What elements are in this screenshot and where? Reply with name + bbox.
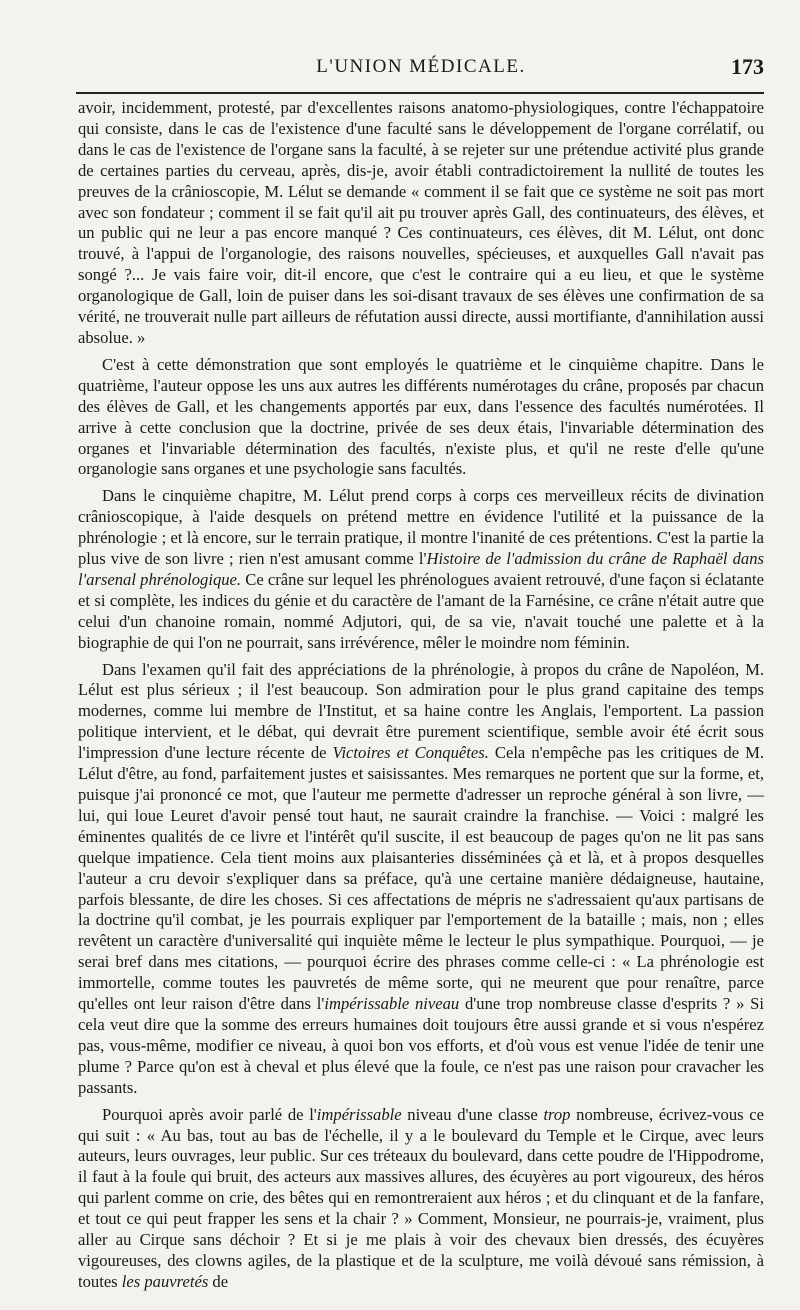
paragraph-text: niveau d'une classe <box>401 1104 544 1124</box>
page-header <box>78 54 764 84</box>
paragraph-text: Dans l'examen qu'il fait des appréciations de la phrénologie, à propos du crâne de Napoléon, M. Lélut est plus sérieux ; il l'est beaucoup. Son admiration pour le plus grand capitaine des temps modernes, comme lui membre de l'Institut, et sa haine contre les Anglais, l'emportent. La passion politique intervient, et le débat, qui devrait être purement scientifique, semble avoir été écrit sous l'impression d'une lecture récente de <box>78 659 764 763</box>
italic-title: Victoires et Conquêtes. <box>332 743 489 763</box>
paragraph-text: de <box>208 1271 229 1291</box>
paragraph-text: Dans le cinquième chapitre, M. Lélut prend corps à corps ces merveilleux récits de divination crânioscopique, à l'aide desquels on prétend mettre en évidence l'utilité et la puissance de la phrénologie ; et là encore, sur le terrain pratique, il montre l'inanité de ces prétentions. C'est la partie la plus vive de son livre ; rien n'est amusant comme l' <box>78 486 764 569</box>
paragraph-text: C'est à cette démonstration que sont employés le quatrième et le cinquième chapitre. Dans le quatrième, l'auteur oppose les uns aux autres les différents numérotages du crâne, proposés par chacun des élèves de Gall, et les changements apportés par eux, dans l'essence des facultés numérotées. Il arrive à cette conclusion que la doctrine, privée de ses deux étais, l'invariable détermination des organes et l'invariable détermination des facultés, n'existe plus, et qu'il ne reste d'elle qu'une organologie sans organes et une psychologie sans facultés. <box>78 354 764 479</box>
paragraph-5 <box>78 1105 764 1293</box>
paragraph-text: Cela n'empêche pas les critiques de M. Lélut d'être, au fond, parfaitement justes et saisissantes. Mes remarques ne portent que sur la forme, et, puisque j'ai prononcé ce mot, que l'auteur me permette d'adresser un reproche général à son livre, — lui, qui loue Leuret d'avoir pensé tout haut, ne saurait craindre la franchise. — Voici : malgré les éminentes qualités de ce livre et l'intérêt qu'il suscite, il est beaucoup de pages qu'on ne lit pas sans quelque impatience. Cela tient moins aux plaisanteries disséminées çà et là, et à propos desquelles l'auteur a cru devoir s'expliquer dans sa préface, qu'à une certaine manière dédaigneuse, hautaine, parfois blessante, de dire les choses. Si ces affectations de mépris ne s'adressaient qu'aux partisans de la doctrine qu'il combat, je les pourrais expliquer par l'emportement de la bataille ; mais, non ; elles revêtent un caractère d'universalité qui inquiète même le lecteur le plus sympathique. Pourquoi, — je serai bref dans mes citations, — pourquoi écrire des phrases comme celle-ci : « La phrénologie est immortelle, comme toutes les pauvretés de même sorte, qui ne meurent que pour renaître, parce qu'elles ont leur raison d'être dans l' <box>78 743 765 1014</box>
paragraph-text: Ce crâne sur lequel les phrénologues avaient retrouvé, d'une façon si éclatante et si complète, les indices du génie et du caractère de l'amant de la Farnésine, ce crâne n'était autre que celui d'un chanoine romain, nommé Adjutori, qui, de sa vie, n'avait touché une palette et à la biographie de qui l'on ne pourrait, sans irrévérence, mêler le moindre nom féminin. <box>78 569 764 652</box>
paragraph-text: Pourquoi après avoir parlé de l' <box>102 1104 317 1124</box>
paragraph-4 <box>78 660 764 1099</box>
paragraph-text: nombreuse, écrivez-vous ce qui suit : « Au bas, tout au bas de l'échelle, il y a le boulevard du Temple et le Cirque, avec leurs auteurs, leurs ouvrages, leur public. Sur ces tréteaux du boulevard, dans cette poudre de l'Hippodrome, il faut à la foule qui bruit, des acteurs aux massives allures, des écuyères au port vigoureux, des héros qui parlent comme on crie, des bêtes qui en remontreraient aux héros ; et du clinquant et de la fanfare, et tout ce qui peut frapper les sens et la chair ? » Comment, Monsieur, ne pourrais-je, vraiment, plus aller au Cirque sans déchoir ? Et si je me plais à voir des chevaux bien dressés, des écuyères vigoureuses, des clowns agiles, de la plastique et de la sculpture, me voilà dévoué sans rémission, à toutes <box>78 1104 764 1291</box>
header-rule <box>76 92 764 94</box>
paragraph-3 <box>78 486 764 653</box>
page-number: 173 <box>731 54 764 79</box>
italic-phrase: les pauvretés <box>121 1271 209 1291</box>
paragraph-text: d'une trop nombreuse classe d'esprits ? » Si cela veut dire que la somme des erreurs humaines doit toujours être aussi grande et si vous n'espérez pas, vous-même, modifier ce niveau, à quoi bon vos efforts, et d'où vous est venue l'idée de tenir une plume ? Parce qu'on est à cheval et plus élevé que la foule, ce n'est pas une raison pour cravacher les passants. <box>78 994 764 1097</box>
paragraph-2 <box>78 355 764 480</box>
italic-title: Histoire de l'admission du crâne de Raphaël dans l'arsenal phrénologique. <box>78 549 764 589</box>
italic-word: impérissable <box>316 1104 402 1124</box>
paragraph-1 <box>78 98 764 349</box>
running-title: L'UNION MÉDICALE. <box>316 56 526 77</box>
italic-word: trop <box>543 1104 571 1124</box>
article-body <box>78 98 764 1299</box>
italic-phrase: impérissable niveau <box>324 994 460 1014</box>
paragraph-text: avoir, incidemment, protesté, par d'excellentes raisons anatomo-physiologiques, contre l'échappatoire qui consiste, dans le cas de l'existence d'une faculté sans le développement de l'organe corrélatif, ou dans le cas de l'existence de l'organe sans la faculté, à se rejeter sur une prétendue activité plus grande de certaines parties du cerveau, après, dis-je, avoir établi contradictoirement la nullité de toutes les preuves de la crânioscopie, M. Lélut se demande « comment il se fait que ce système ne soit pas mort avec son fondateur ; comment il se fait qu'il ait pu trouver après Gall, des continuateurs, des élèves, et un public qui ne leur a pas encore manqué ? Ces continuateurs, ces élèves, dit M. Lélut, ont donc trouvé, à l'appui de l'organologie, des raisons nouvelles, spécieuses, et auxquelles Gall n'avait pas songé ?... Je vais faire voir, dit-il encore, que c'est le contraire qui a eu lieu, et que le système organologique de Gall, loin de puiser dans les soi-disant travaux de ses élèves une confirmation de sa vérité, ne trouverait nulle part ailleurs de réfutation aussi directe, aussi mortifiante, d'annihilation aussi absolue. » <box>78 98 764 347</box>
